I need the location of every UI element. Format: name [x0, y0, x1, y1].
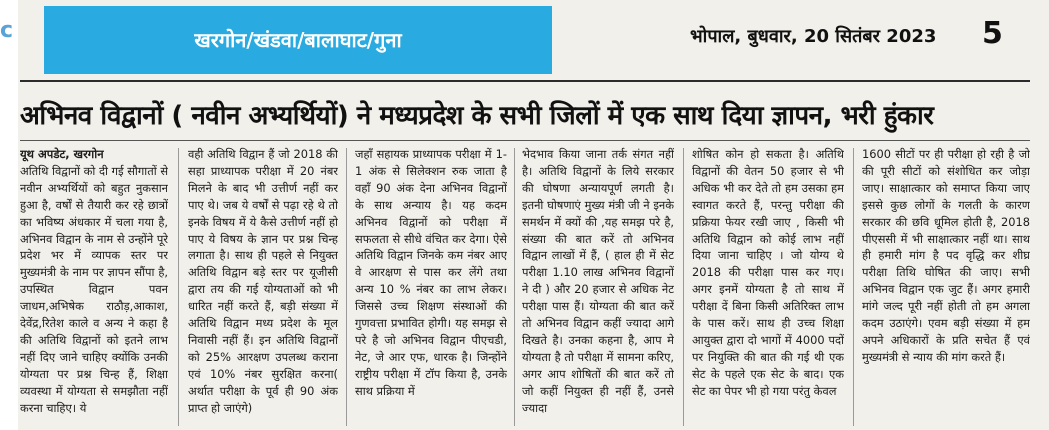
page-number: 5	[982, 16, 1003, 51]
column-text: वही अतिथि विद्वान हैं जो 2018 की सहा प्राध्यापक परीक्षा में 20 नंबर मिलने के बाद भी उत्तीर्ण नहीं कर पाए थे। जब ये वर्षों से पढ़ा रहे थे तो इनके विषय में ये कैसे उत्तीर्ण नहीं हो पाए ये विषय के ज्ञान पर प्रश्न चिन्ह लगाता है। साथ ही पहले से नियुक्त अतिथि विद्वान बड़े स्तर पर यूजीसी द्वारा तय की गई योग्यताओं को भी धारित नहीं करते हैं, बड़ी संख्या में अतिथि विद्वान मध्य प्रदेश के मूल निवासी नहीं हैं। इन अतिथि विद्वानों को 25% आरक्षण उपलब्ध कराना एवं 10% नंबर सुरक्षित करना( अर्थात परीक्षा के पूर्व ही 90 अंक प्राप्त हो जाएंगे)	[188, 147, 338, 415]
column-divider	[514, 148, 515, 426]
header-rule	[20, 80, 1030, 82]
article-headline: अभिनव विद्वानों ( नवीन अभ्यर्थियों) ने मध्यप्रदेश के सभी जिलों में एक साथ दिया ज्ञापन, भरी हुंकार	[20, 101, 934, 131]
article-column-3	[355, 146, 507, 428]
column-text: जहाँ सहायक प्राध्यापक परीक्षा में 1-1 अंक से सिलेक्शन रुक जाता है वहाँ 90 अंक देना अभिनव विद्वानों के साथ अन्याय है। यह कदम अभिनव विद्वानों को परीक्षा में सफलता से सीधे वंचित कर देगा। ऐसे अतिथि विद्वान जिनके कम नंबर आए वे आरक्षण से पास कर लेंगे तथा अन्य 10 % नंबर का लाभ लेकर। जिससे उच्च शिक्षण संस्थाओं की गुणवत्ता प्रभावित होगी। यह समझ से परे है जो अभिनव विद्वान पीएचडी, नेट, जे आर एफ, धारक है। जिन्होंने राष्ट्रीय परीक्षा में टॉप किया है, उनके साथ प्रक्रिया में	[355, 147, 507, 398]
margin-mark: c	[0, 18, 14, 43]
article-column-5	[692, 146, 844, 428]
article-column-4	[522, 146, 674, 428]
section-banner	[44, 6, 552, 74]
column-text: 1600 सीटों पर ही परीक्षा हो रही है जो की पूरी सीटों को संशोधित कर जोड़ा जाए। साक्षात्कार को समाप्त किया जाए इससे कुछ लोगों के गलती के कारण सरकार की छवि धूमिल होती है, 2018 पीएससी में भी साक्षात्कार नहीं था। साथ ही हमारी मांग है पद वृद्धि कर शीघ्र परीक्षा तिथि घोषित की जाए। सभी अभिनव विद्वान एक जुट हैं। अगर हमारी मांगे जल्द पूरी नहीं होती तो हम अगला कदम उठाएंगे। एवम बड़ी संख्या में हम अपने अधिकारों के प्रति सचेत हैं एवं मुख्यमंत्री से न्याय की मांग करते हैं।	[862, 147, 1030, 364]
column-divider	[346, 148, 347, 426]
section-title: खरगोन/खंडवा/बालाघाट/गुना	[194, 28, 402, 52]
headline-rule	[20, 140, 1030, 141]
page-margin-strip	[0, 0, 18, 430]
article-column-1	[20, 146, 168, 428]
column-text: अतिथि विद्वानों को दी गई सौगातों से नवीन अभ्यर्थियों को बहुत नुकसान हुआ है, वर्षों से तैयारी कर रहे छात्रों का भविष्य अंधकार में चला गया है, अभिनव विद्वान के नाम से उन्होंने पूरे प्रदेश भर में व्यापक स्तर पर मुख्यमंत्री के नाम पर ज्ञापन सौंपा है, उपस्थित विद्वान पवन जाधम,अभिषेक राठौड़,आकाश, देवेंद्र,रितेश काले व अन्य ने कहा है की अतिथि विद्वानों को इतने लाभ नहीं दिए जाने चाहिए क्योंकि उनकी योग्यता पर प्रश्न चिन्ह हैं, शिक्षा व्यवस्था में योग्यता से समझौता नहीं करना चाहिए। ये	[20, 163, 168, 415]
column-text: शोषित कोन हो सकता है। अतिथि विद्वानों की वेतन 50 हजार से भी अधिक भी कर देते तो हम उसका हम स्वागत करते हैं, परन्तु परीक्षा की प्रक्रिया फेयर रखी जाए , किसी भी अतिथि विद्वान को कोई लाभ नहीं दिया जाना चाहिए । जो योग्य थे 2018 की परीक्षा पास कर गए। अगर इनमें योग्यता है तो साथ में परीक्षा दें बिना किसी अतिरिक्त लाभ के पास करें। साथ ही उच्च शिक्षा आयुक्त द्वारा दो भागों में 4000 पदों पर नियुक्ति की बात की गई थी एक सेट के पहले एक सेट के बाद। एक सेट का पेपर भी हो गया परंतु केवल	[692, 147, 844, 398]
column-divider	[178, 148, 179, 426]
article-column-2	[188, 146, 338, 428]
article-column-6	[862, 146, 1030, 428]
column-divider	[683, 148, 684, 426]
dateline: भोपाल, बुधवार, 20 सितंबर 2023	[690, 26, 937, 47]
article-byline: यूथ अपडेट, खरगोन	[20, 147, 104, 161]
column-text: भेदभाव किया जाना तर्क संगत नहीं है। अतिथि विद्वानों के लिये सरकार की घोषणा अन्यायपूर्ण लगती है। इतनी घोषणाएं मुख्य मंत्री जी ने इनके समर्थन में क्यों की ,यह समझ परे है, संख्या की बात करें तो अभिनव विद्वान लाखों में हैं, ( हाल ही में सेट परीक्षा 1.10 लाख अभिनव विद्वानों ने दी ) और 20 हजार से अधिक नेट परीक्षा पास हैं। योग्यता की बात करें तो अभिनव विद्वान कहीं ज्यादा आगे दिखते है। उनका कहना है, आप मे योग्यता है तो परीक्षा में सामना करिए, अगर आप शोषितों की बात करें तो जो कहीं नियुक्त ही नहीं हैं, उनसे ज्यादा	[522, 147, 674, 415]
column-divider	[853, 148, 854, 426]
